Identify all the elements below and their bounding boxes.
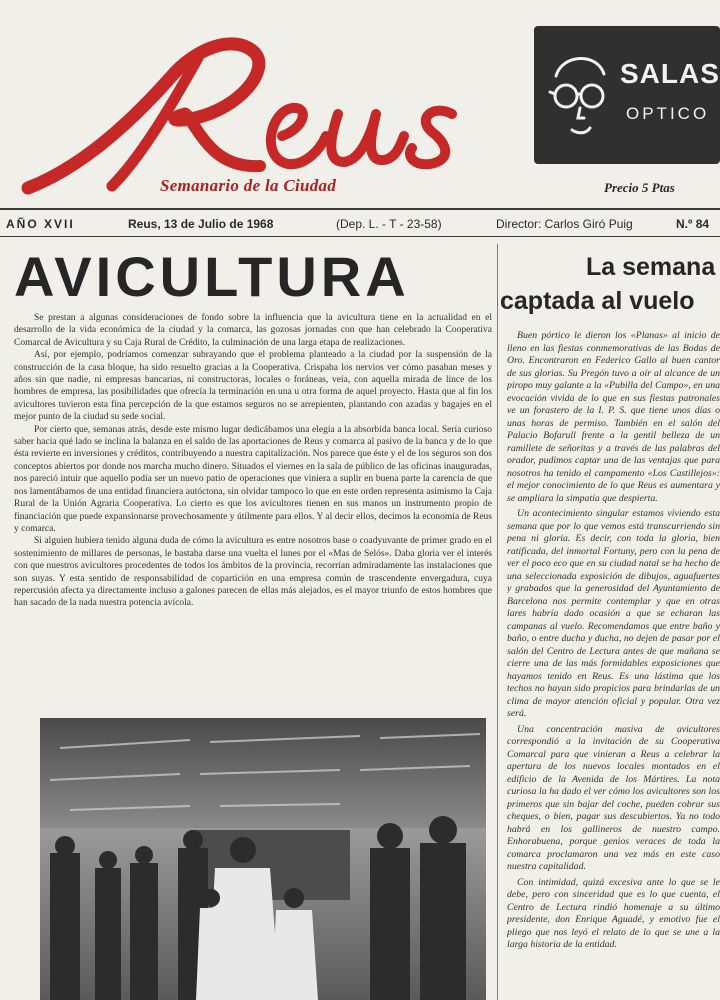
right-headline-line2: captada al vuelo: [500, 287, 695, 315]
right-headline-line1: La semana: [586, 253, 716, 281]
main-paragraph: Por cierto que, semanas atrás, desde este mismo lugar dedicábamos una elegía a la absorbida banca local. Sería curioso saber hacia qué lado se inclina la balanza en el saldo de las aportaciones de Reus y comarca al pasivo de la banca y de lo que ésta revierte en inversiones y créditos, contribuyendo a nuestra capitalización. Nos parece que éste y el de los seguros son dos conceptos abiertos por donde nos marcha mucho dinero. Situados el viernes en la sala de público de las oficinas inauguradas, nos pareció intuir que aquello podía ser un nuevo patio de operaciones que viniera a suplir en buena parte la carencia de que nos lamentábamos de una entidad financiera autóctona, sin olvidar tampoco lo que en este orden representa asimismo la Caja Rural de la Unión Agraria Cooperativa. Lo cierto es que los avicultores tienen en sus manos un instrumento propio de financiación que puede expansionarse provechosamente y útilmente para ellos. Y al decir ellos, decimos la economía de Reus y comarca.: [14, 424, 492, 534]
info-bar-top-rule: [0, 208, 720, 210]
right-paragraph: Buen pórtico le dieron los «Planas» al inicio de lleno en las fiestas conmemorativas de las Bodas de Oro. Encontraron en Federico Gallo al buen cantor de sus glorias. Su Pregón tuvo a oír al alcance de un piropo muy galante a la «Pubilla del Campo», en una evocación vivida de lo que en sus fiestas patronales ve un forastero de la I. P. S. que tiene unos días o unas horas de permiso. También en el salón del Palacio Bofarull frente a la gentil belleza de un ramillete de señoritas y a través de las palabras del orador, pudimos captar una de las ventajas que para nosotros ha tenido el campamento «Los Castillejos»: el mejor conocimiento de lo que Reus es aumentara y se ampliara la simpatía que despierta.: [507, 330, 720, 504]
optician-advertisement: [534, 26, 720, 164]
main-headline: AVICULTURA: [14, 245, 410, 308]
info-bar-bottom-rule: [0, 236, 720, 237]
issue-date: Reus, 13 de Julio de 1968: [128, 217, 274, 231]
right-column-body: [507, 330, 720, 1000]
ad-brand-name: SALAS: [620, 58, 720, 89]
right-paragraph: Con intimidad, quizá excesiva ante lo que se le debe, pero con sinceridad que es lo que cuenta, el Centro de Lectura rindió homenaje a su último presidente, don Enrique Aguadé, y emotivo fue el pliego que nos leyó el relato de lo que se une a la larga historia de la entidad.: [507, 876, 720, 950]
right-column-headline: [500, 250, 720, 318]
right-paragraph: Un acontecimiento singular estamos viviendo esta semana que por lo que vemos está transcurriendo sin pena ni gloria. Es decir, con toda la gloria, bien ratificada, del inmortal Fortuny, pero con la pena de ver el poco eco que en su ciudad natal se ha hecho de una seleccionada exposición de dibujos, aguafuertes y grabados que la generosidad del Ayuntamiento de Barcelona nos permite contemplar y que en otras lares habría dado ocasión a que se echaran las campanas al vuelo. Recomendamos que entre baño y baño, o entre ducha y ducha, no dejen de pasar por el salón del Centro de Lectura antes de que mañana se cierre una de las más formidables exposiciones que hayamos tenido en Reus. Es una lástima que los techos no hayan sido propicios para brindarlas de un clima de mayor atención oficial y popular. Otra vez será.: [507, 508, 720, 719]
column-divider: [497, 244, 498, 1000]
main-article-body: [14, 312, 492, 712]
glasses-face-icon: [542, 46, 612, 146]
issue-price: Precio 5 Ptas: [604, 180, 675, 195]
main-paragraph: Así, por ejemplo, podríamos comenzar subrayando que el problema planteado a la ciudad por la suspensión de la construcción de la casa bloque, ha sido resuelto gracias a la Cooperativa. Crispaba los nervios ver cómo pasaban meses y años sin que nadie, ni empresas bancarias, ni constructoras, locales o foráneas, veía, con aquella mirada de lince de los hombres de empresa, las posibilidades que ofrecía la terminación en una u otra forma de aquel proyecto. Hasta que al fin los avicultores tuvieron esta fina percepción de la que estamos seguros no se arrepienten, plantando con azadas y bagajes en el mejor punto de la ciudad su sede social.: [14, 350, 492, 423]
right-paragraph: Una concentración masiva de avicultores correspondió a la invitación de su Cooperativa Comarcal para que vinieran a Reus a celebrar la apertura de los nuevos locales montados en el edificio de la Avenida de los Mártires. La nota curiosa la ha dado el ver cómo los avicultores son los primeros que sin bajar del coche, pueden cobrar sus cheques, o bien, pagar sus descubiertos. Ya no todo habrá en los gallineros de nuestro campo. Enhorabuena, porque genios veraces de toda la comarca proclamaron una vez más en este caso nuestra capitalidad.: [507, 723, 720, 872]
ad-brand-subtitle: OPTICO: [626, 104, 710, 123]
legal-deposit: (Dep. L. - T - 23-58): [336, 217, 442, 231]
issue-number: N.º 84: [676, 217, 710, 231]
main-paragraph: Se prestan a algunas consideraciones de fondo sobre la influencia que la avicultura tiene en la actualidad en el desarrollo de la vida económica de la ciudad y la comarca, las gozosas jornadas con que han celebrado la Cooperativa Comarcal de Avicultura y su Caja Rural de Crédito, la culminación de una larga etapa de realizaciones.: [14, 313, 492, 348]
director-credit: Director: Carlos Giró Puig: [496, 217, 633, 231]
issue-year: AÑO XVII: [6, 217, 75, 231]
info-bar: [0, 212, 720, 234]
masthead-subtitle: Semanario de la Ciudad: [160, 176, 337, 195]
main-paragraph: Si alguien hubiera tenido alguna duda de cómo la avicultura es entre nosotros base o coadyuvante de primer grado en el sostenimiento de millares de personas, le bastaba darse una vuelta el lunes por el «Mas de Selós». Daba gloria ver el interés con que nuestros avicultores procedentes de todos los ámbitos de la provincia, recorrían admiradamente las instalaciones que son suyas. Y esta sentido de responsabilidad de copartición en una empresa común de trascendente envergadura, cuya repercusión afecta ya directamente incluso a galones parecen de ellas más alejados, es el mayor triunfo de estos hombres que han sacado de la nada nuestra potencia avícola.: [14, 536, 492, 609]
inauguration-photo: [40, 718, 486, 1000]
